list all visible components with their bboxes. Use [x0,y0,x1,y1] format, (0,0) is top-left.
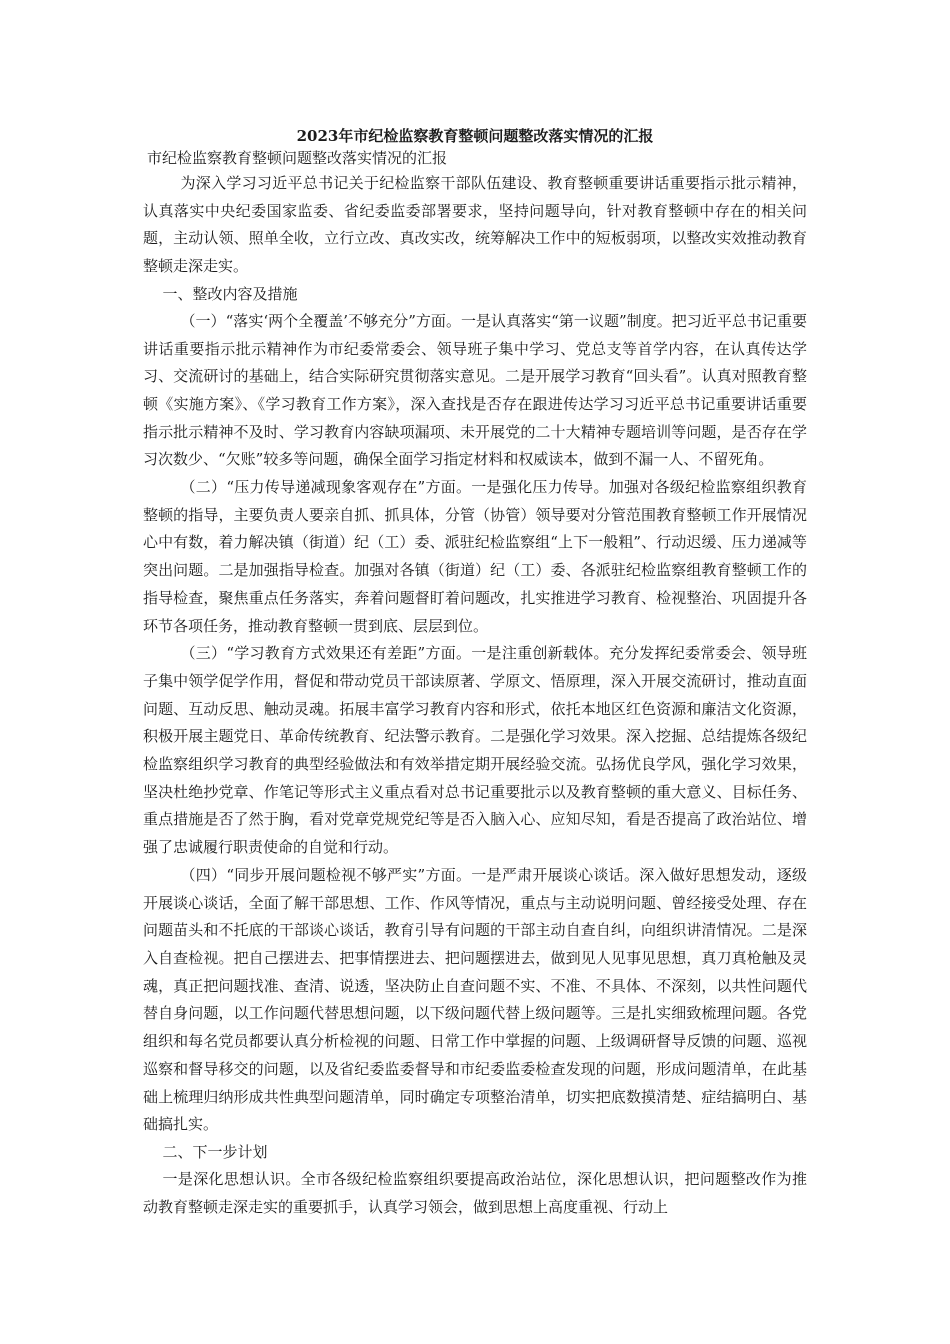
document-body [143,126,807,1221]
item-paragraph-3: （三）“学习教育方式效果还有差距”方面。一是注重创新载体。充分发挥纪委常委会、领导班子集中领学促学作用，督促和带动党员干部读原著、学原文、悟原理，深入开展交流研讨，推动直面问题、互动反思、触动灵魂。拓展丰富学习教育内容和形式，依托本地区红色资源和廉洁文化资源，积极开展主题党日、革命传统教育、纪法警示教育。二是强化学习效果。深入挖掘、总结提炼各级纪检监察组织学习教育的典型经验做法和有效举措定期开展经验交流。弘扬优良学风，强化学习效果，坚决杜绝抄党章、作笔记等形式主义重点看对总书记重要批示以及教育整顿的重大意义、目标任务、重点措施是否了然于胸，看对党章党规党纪等是否入脑入心、应知尽知，看是否提高了政治站位、增强了忠诚履行职责使命的自觉和行动。 [143,644,807,857]
section-heading-2: 二、下一步计划 [162,1142,268,1161]
item-paragraph-2: （二）“压力传导递减现象客观存在”方面。一是强化压力传导。加强对各级纪检监察组织教育整顿的指导，主要负责人要亲自抓、抓具体，分管（协管）领导要对分管范围教育整顿工作开展情况心中有数，着力解决镇（街道）纪（工）委、派驻纪检监察组“上下一般粗”、行动迟缓、压力递减等突出问题。二是加强指导检查。加强对各镇（街道）纪（工）委、各派驻纪检监察组教育整顿工作的指导检查，聚焦重点任务落实，奔着问题督盯着问题改，扎实推进学习教育、检视整治、巩固提升各环节各项任务，推动教育整顿一贯到底、层层到位。 [143,478,807,635]
document-title: 2023年市纪检监察教育整顿问题整改落实情况的汇报 [296,127,654,145]
plan-paragraph-1: 一是深化思想认识。全市各级纪检监察组织要提高政治站位，深化思想认识，把问题整改作为推动教育整顿走深走实的重要抓手，认真学习领会，做到思想上高度重视、行动上 [143,1169,807,1216]
item-paragraph-1: （一）“落实‘两个全覆盖’不够充分”方面。一是认真落实“第一议题”制度。把习近平总书记重要讲话重要指示批示精神作为市纪委常委会、领导班子集中学习、党总支等首学内容，在认真传达学习、交流研讨的基础上，结合实际研究贯彻落实意见。二是开展学习教育“回头看”。认真对照教育整顿《实施方案》、《学习教育工作方案》，深入查找是否存在跟进传达学习习近平总书记重要讲话重要指示批示精神不及时、学习教育内容缺项漏项、未开展党的二十大精神专题培训等问题，是否存在学习次数少、“欠账”较多等问题，确保全面学习指定材料和权威读本，做到不漏一人、不留死角。 [143,311,807,469]
item-paragraph-4: （四）“同步开展问题检视不够严实”方面。一是严肃开展谈心谈话。深入做好思想发动，逐级开展谈心谈话，全面了解干部思想、工作、作风等情况，重点与主动说明问题、曾经接受处理、存在问题苗头和不托底的干部谈心谈话，教育引导有问题的干部主动自查自纠，向组织讲清情况。二是深入自查检视。把自己摆进去、把事情摆进去、把问题摆进去，做到见人见事见思想，真刀真枪触及灵魂，真正把问题找准、查清、说透，坚决防止自查问题不实、不准、不具体、不深刻，以共性问题代替自身问题，以工作问题代替思想问题，以下级问题代替上级问题等。三是扎实细致梳理问题。各党组织和每名党员都要认真分析检视的问题、日常工作中掌握的问题、上级调研督导反馈的问题、巡视巡察和督导移交的问题，以及省纪委监委督导和市纪委监委检查发现的问题，形成问题清单，在此基础上梳理归纳形成共性典型问题清单，同时确定专项整治清单，切实把底数摸清楚、症结搞明白、基础搞扎实。 [143,865,807,1134]
intro-paragraph: 为深入学习习近平总书记关于纪检监察干部队伍建设、教育整顿重要讲话重要指示批示精神，认真落实中央纪委国家监委、省纪委监委部署要求，坚持问题导向，针对教育整顿中存在的相关问题，主动认领、照单全收，立行立改、真改实改，统筹解决工作中的短板弱项，以整改实效推动教育整顿走深走实。 [143,174,807,276]
section-heading-1: 一、整改内容及措施 [162,284,298,303]
document-subtitle: 市纪检监察教育整顿问题整改落实情况的汇报 [147,149,448,167]
